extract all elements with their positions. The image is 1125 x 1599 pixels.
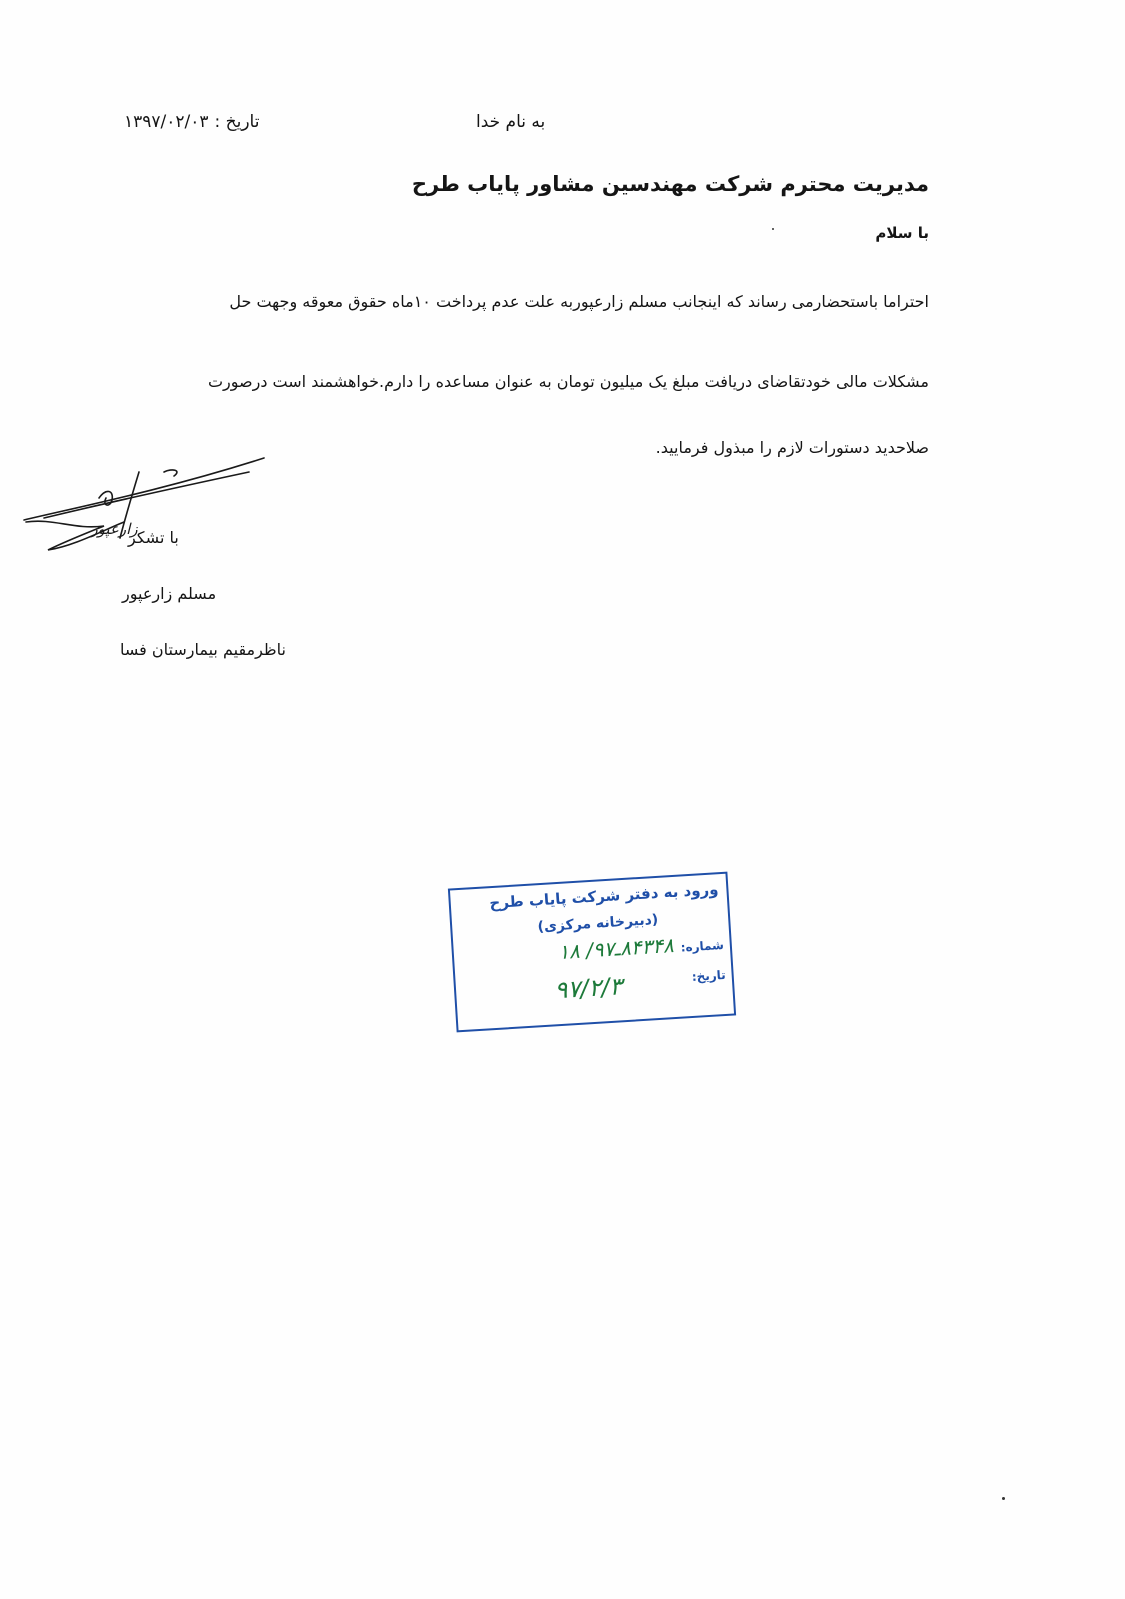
scan-speck [772,228,774,230]
stamp-number-label: شماره: [680,937,725,955]
stamp-title: ورود به دفتر شرکت پایاب طرح [488,880,719,913]
letter-recipient: مدیریت محترم شرکت مهندسین مشاور پایاب طرح [411,172,929,196]
signature-handwriting: زارعپور [90,520,138,538]
signature-stroke [44,472,249,518]
basmala: به نام خدا [476,112,546,132]
scan-speck [1002,1497,1005,1500]
signature-stroke [24,458,264,520]
date-value: ۱۳۹۷/۰۲/۰۳ [124,112,209,132]
body-line-3: صلاحدید دستورات لازم را مبذول فرمایید. [655,438,929,457]
stamp-subtitle: (دبیرخانه مرکزی) [537,911,659,936]
body-line-2: مشکلات مالی خودتقاضای دریافت مبلغ یک میلیون تومان به عنوان مساعده را دارم.خواهشمند است درصورت [207,372,929,391]
stamp-date-label: تاریخ: [691,967,727,984]
date-label: تاریخ : [214,112,260,132]
entry-stamp [448,872,736,1033]
signer-name: مسلم زارعپور [122,584,217,603]
letter-greeting: با سلام [875,224,929,242]
body-line-1: احتراما باستحضارمی رساند که اینجانب مسلم زارعپوربه علت عدم پرداخت ۱۰ماه حقوق معوقه وجهت حل [229,292,929,311]
signer-title: ناظرمقیم بیمارستان فسا [120,640,286,659]
closing-thanks: با تشکر [128,528,179,547]
stamp-number-value: ۸۴۳۴۸ـ۹۷/ ۱۸ [557,933,675,965]
stamp-date-value: ۹۷/۲/۳ [553,972,624,1005]
letter-date [124,112,259,132]
signature-stroke [164,470,177,476]
